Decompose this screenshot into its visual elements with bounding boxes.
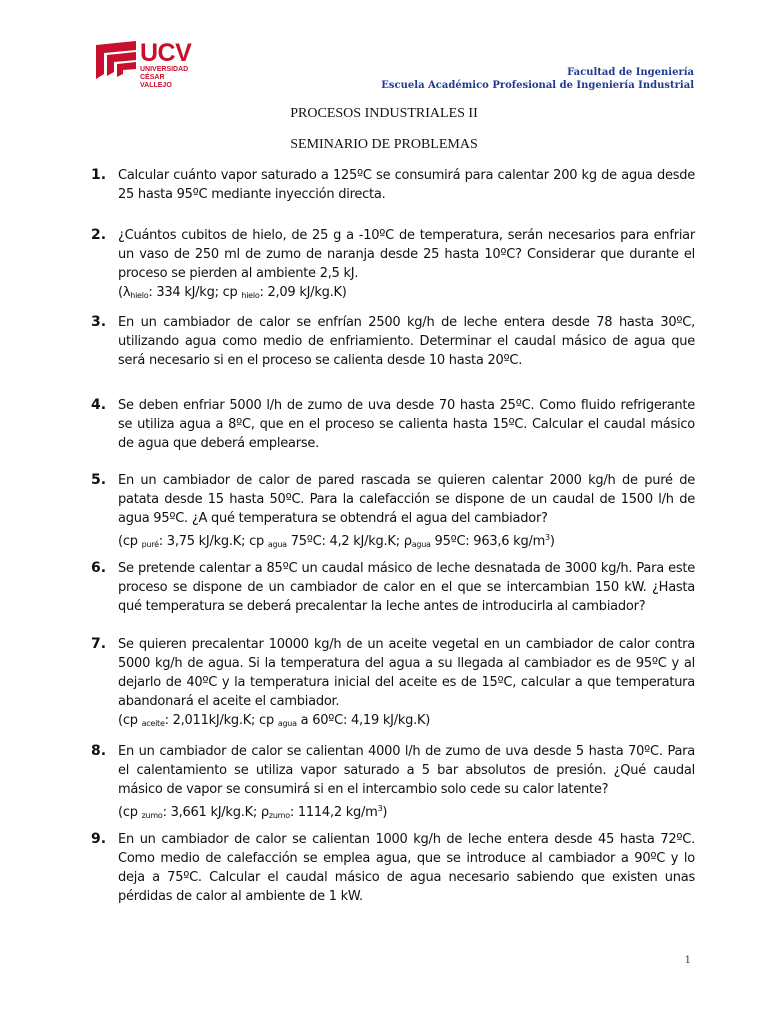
problem-number: 1. [91, 167, 107, 183]
problem-text: En un cambiador de calor se calientan 4000 l/h de zumo de uva desde 5 hasta 70ºC. Para el calentamiento se utiliza vapor saturado a 5 bar absolutos de presión. ¿Qué caudal másico de vapor se consumirá si en el intercambio solo cede su calor latente? [118, 744, 695, 797]
problem-1 [91, 166, 695, 226]
problem-text: En un cambiador de calor se enfrían 2500 kg/h de leche entera desde 78 hasta 30ºC, utilizando agua como medio de enfriamiento. Determinar el caudal másico de agua que será necesario si en el proceso se calienta desde 10 hasta 20ºC. [118, 315, 695, 368]
problem-4 [91, 396, 695, 471]
page-number: 1 [684, 955, 691, 966]
university-logo [96, 39, 196, 89]
seminar-title: SEMINARIO DE PROBLEMAS [290, 137, 478, 152]
problem-text: Se quieren precalentar 10000 kg/h de un aceite vegetal en un cambiador de calor contra 5000 kg/h de agua. Si la temperatura del agua a su llegada al cambiador es de 95ºC y al dejarlo de 40ºC y la temperatura inicial del aceite es de 15ºC, calcular a que temperatura abandonará el aceite el cambiador. [118, 637, 695, 709]
problem-number: 5. [91, 472, 107, 488]
problem-8 [91, 742, 695, 830]
logo-line-2: CÉSAR VALLEJO [140, 74, 172, 89]
course-title: PROCESOS INDUSTRIALES II [290, 106, 478, 121]
problem-data: (cp $_{aceite}$: 2,011kJ/kg.K; cp $_{agua}$ a 60ºC: 4,19 kJ/kg.K) [118, 713, 431, 728]
problem-data: (cp $_{zumo}$: 3,661 kJ/kg.K; $\rho_{zumo}$: 1114,2 $kg/m^3$) [118, 804, 388, 820]
ucv-emblem-icon [96, 41, 136, 83]
problem-7 [91, 635, 695, 742]
problem-data: ($\lambda_{hielo}$: 334 kJ/kg; cp $_{hielo}$: 2,09 kJ/kg.K) [118, 285, 347, 300]
problem-number: 6. [91, 560, 107, 576]
problem-text: Se deben enfriar 5000 l/h de zumo de uva desde 70 hasta 25ºC. Como fluido refrigerante se utiliza agua a 8ºC, que en el proceso se calienta hasta 15ºC. Calcular el caudal másico de agua que deberá emplearse. [118, 398, 695, 451]
problem-text: Calcular cuánto vapor saturado a 125ºC se consumirá para calentar 200 kg de agua desde 25 hasta 95ºC mediante inyección directa. [118, 168, 695, 202]
problem-text: ¿Cuántos cubitos de hielo, de 25 g a -10ºC de temperatura, serán necesarios para enfriar un vaso de 250 ml de zumo de naranja desde 25 hasta 10ºC? Considerar que durante el proceso se pierden al ambiente 2,5 kJ. [118, 228, 695, 281]
school-name: Escuela Académico Profesional de Ingeniería Industrial [381, 80, 694, 91]
logo-line-1: UNIVERSIDAD [140, 66, 189, 73]
faculty-header [381, 66, 694, 92]
problem-3 [91, 313, 695, 396]
problem-text: En un cambiador de calor de pared rascada se quieren calentar 2000 kg/h de puré de patata desde 15 hasta 50ºC. Para la calefacción se dispone de un caudal de 1500 l/h de agua 95ºC. ¿A qué temperatura se obtendrá el agua del cambiador? [118, 473, 695, 526]
problem-6 [91, 559, 695, 635]
problem-text: Se pretende calentar a 85ºC un caudal másico de leche desnatada de 3000 kg/h. Para este proceso se dispone de un cambiador de calor en el que se intercambian 150 kW. ¿Hasta qué temperatura se deberá precalentar la leche antes de introducirla al cambiador? [118, 561, 695, 614]
problem-data: (cp $_{puré}$: 3,75 kJ/kg.K; cp $_{agua}$ 75ºC: 4,2 kJ/kg.K; $\rho_{agua}$ 95ºC: 963,6 $kg/m^3$) [118, 533, 555, 549]
problem-number: 4. [91, 397, 107, 413]
logo-title: UCV [140, 39, 192, 67]
problem-list [91, 166, 695, 910]
faculty-name: Facultad de Ingeniería [567, 67, 694, 78]
problem-number: 2. [91, 227, 107, 243]
problem-number: 3. [91, 314, 107, 330]
problem-text: En un cambiador de calor se calientan 1000 kg/h de leche entera desde 45 hasta 72ºC. Como medio de calefacción se emplea agua, que se introduce al cambiador a 90ºC y lo deja a 75ºC. Calcular el caudal másico de agua necesario sabiendo que existen unas pérdidas de calor al ambiente de 1 kW. [118, 832, 695, 904]
problem-number: 9. [91, 831, 107, 847]
problem-5 [91, 471, 695, 559]
problem-number: 8. [91, 743, 107, 759]
problem-number: 7. [91, 636, 107, 652]
problem-2 [91, 226, 695, 313]
problem-9 [91, 830, 695, 910]
